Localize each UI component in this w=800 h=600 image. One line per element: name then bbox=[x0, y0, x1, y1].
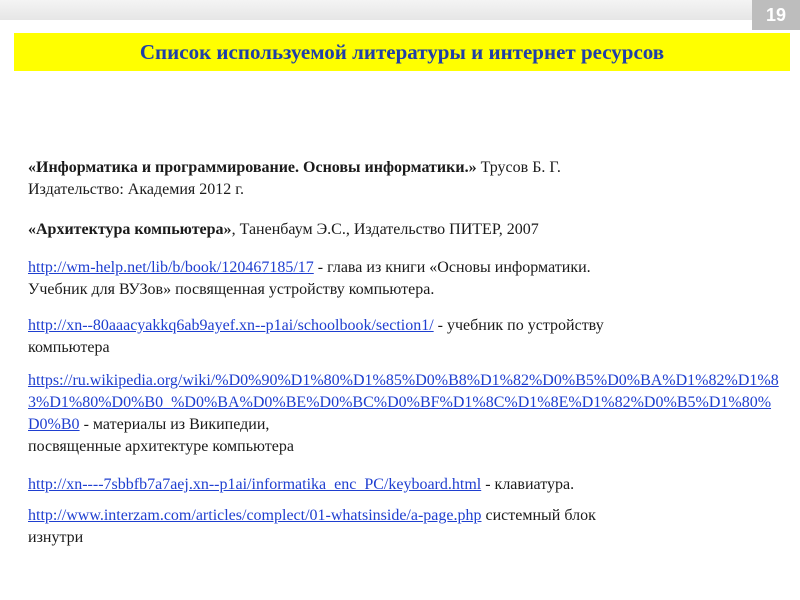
reference-description: - клавиатура. bbox=[481, 476, 575, 493]
reference-link-interzam[interactable]: http://www.interzam.com/articles/complect/01-whatsinside/a-page.php bbox=[28, 507, 482, 524]
reference-link-wm-help[interactable]: http://wm-help.net/lib/b/book/120467185/17 bbox=[28, 259, 314, 276]
reference-item-2 bbox=[28, 219, 748, 241]
reference-description: - учебник по устройству bbox=[433, 317, 604, 334]
reference-link-keyboard[interactable]: http://xn----7sbbfb7a7aej.xn--p1ai/informatika_enc_PC/keyboard.html bbox=[28, 476, 482, 493]
reference-description-cont: посвященные архитектуре компьютера bbox=[28, 438, 294, 455]
reference-description-cont: изнутри bbox=[28, 529, 84, 546]
title-bar bbox=[14, 33, 790, 71]
reference-description: - материалы из Википедии, bbox=[79, 416, 270, 433]
reference-item-7 bbox=[28, 505, 768, 549]
reference-item-4 bbox=[28, 315, 768, 359]
reference-description-cont: Учебник для ВУЗов» посвященная устройству компьютера. bbox=[28, 281, 435, 298]
book-title: «Архитектура компьютера» bbox=[28, 221, 232, 238]
top-band bbox=[0, 0, 800, 20]
page-number-badge: 19 bbox=[752, 0, 800, 30]
slide-title: Список используемой литературы и интернет ресурсов bbox=[139, 39, 665, 64]
reference-publisher: Издательство: Академия 2012 г. bbox=[28, 181, 245, 198]
reference-item-5 bbox=[28, 370, 780, 458]
reference-item-6 bbox=[28, 474, 768, 496]
reference-link-wikipedia[interactable]: https://ru.wikipedia.org/wiki/%D0%90%D1%80%D1%85%D0%B8%D1%82%D0%B5%D0%BA%D1%82%D1%83%D1%80%D0%B0_%D0%BA%D0%BE%D0%BC%D0%BF%D1%8C%D1%8E%D1%82%D0%B5%D1%80%D0%B0 bbox=[28, 372, 779, 433]
reference-author: Трусов Б. Г. bbox=[476, 159, 561, 176]
book-title: «Информатика и программирование. Основы информатики.» bbox=[28, 159, 477, 176]
reference-link-schoolbook[interactable]: http://xn--80aaacyakkq6ab9ayef.xn--p1ai/schoolbook/section1/ bbox=[28, 317, 434, 334]
reference-item-1 bbox=[28, 157, 748, 201]
reference-description-cont: компьютера bbox=[28, 339, 110, 356]
reference-description: - глава из книги «Основы информатики. bbox=[313, 259, 591, 276]
reference-item-3 bbox=[28, 257, 758, 301]
reference-details: , Таненбаум Э.С., Издательство ПИТЕР, 2007 bbox=[231, 221, 539, 238]
reference-description: системный блок bbox=[481, 507, 596, 524]
